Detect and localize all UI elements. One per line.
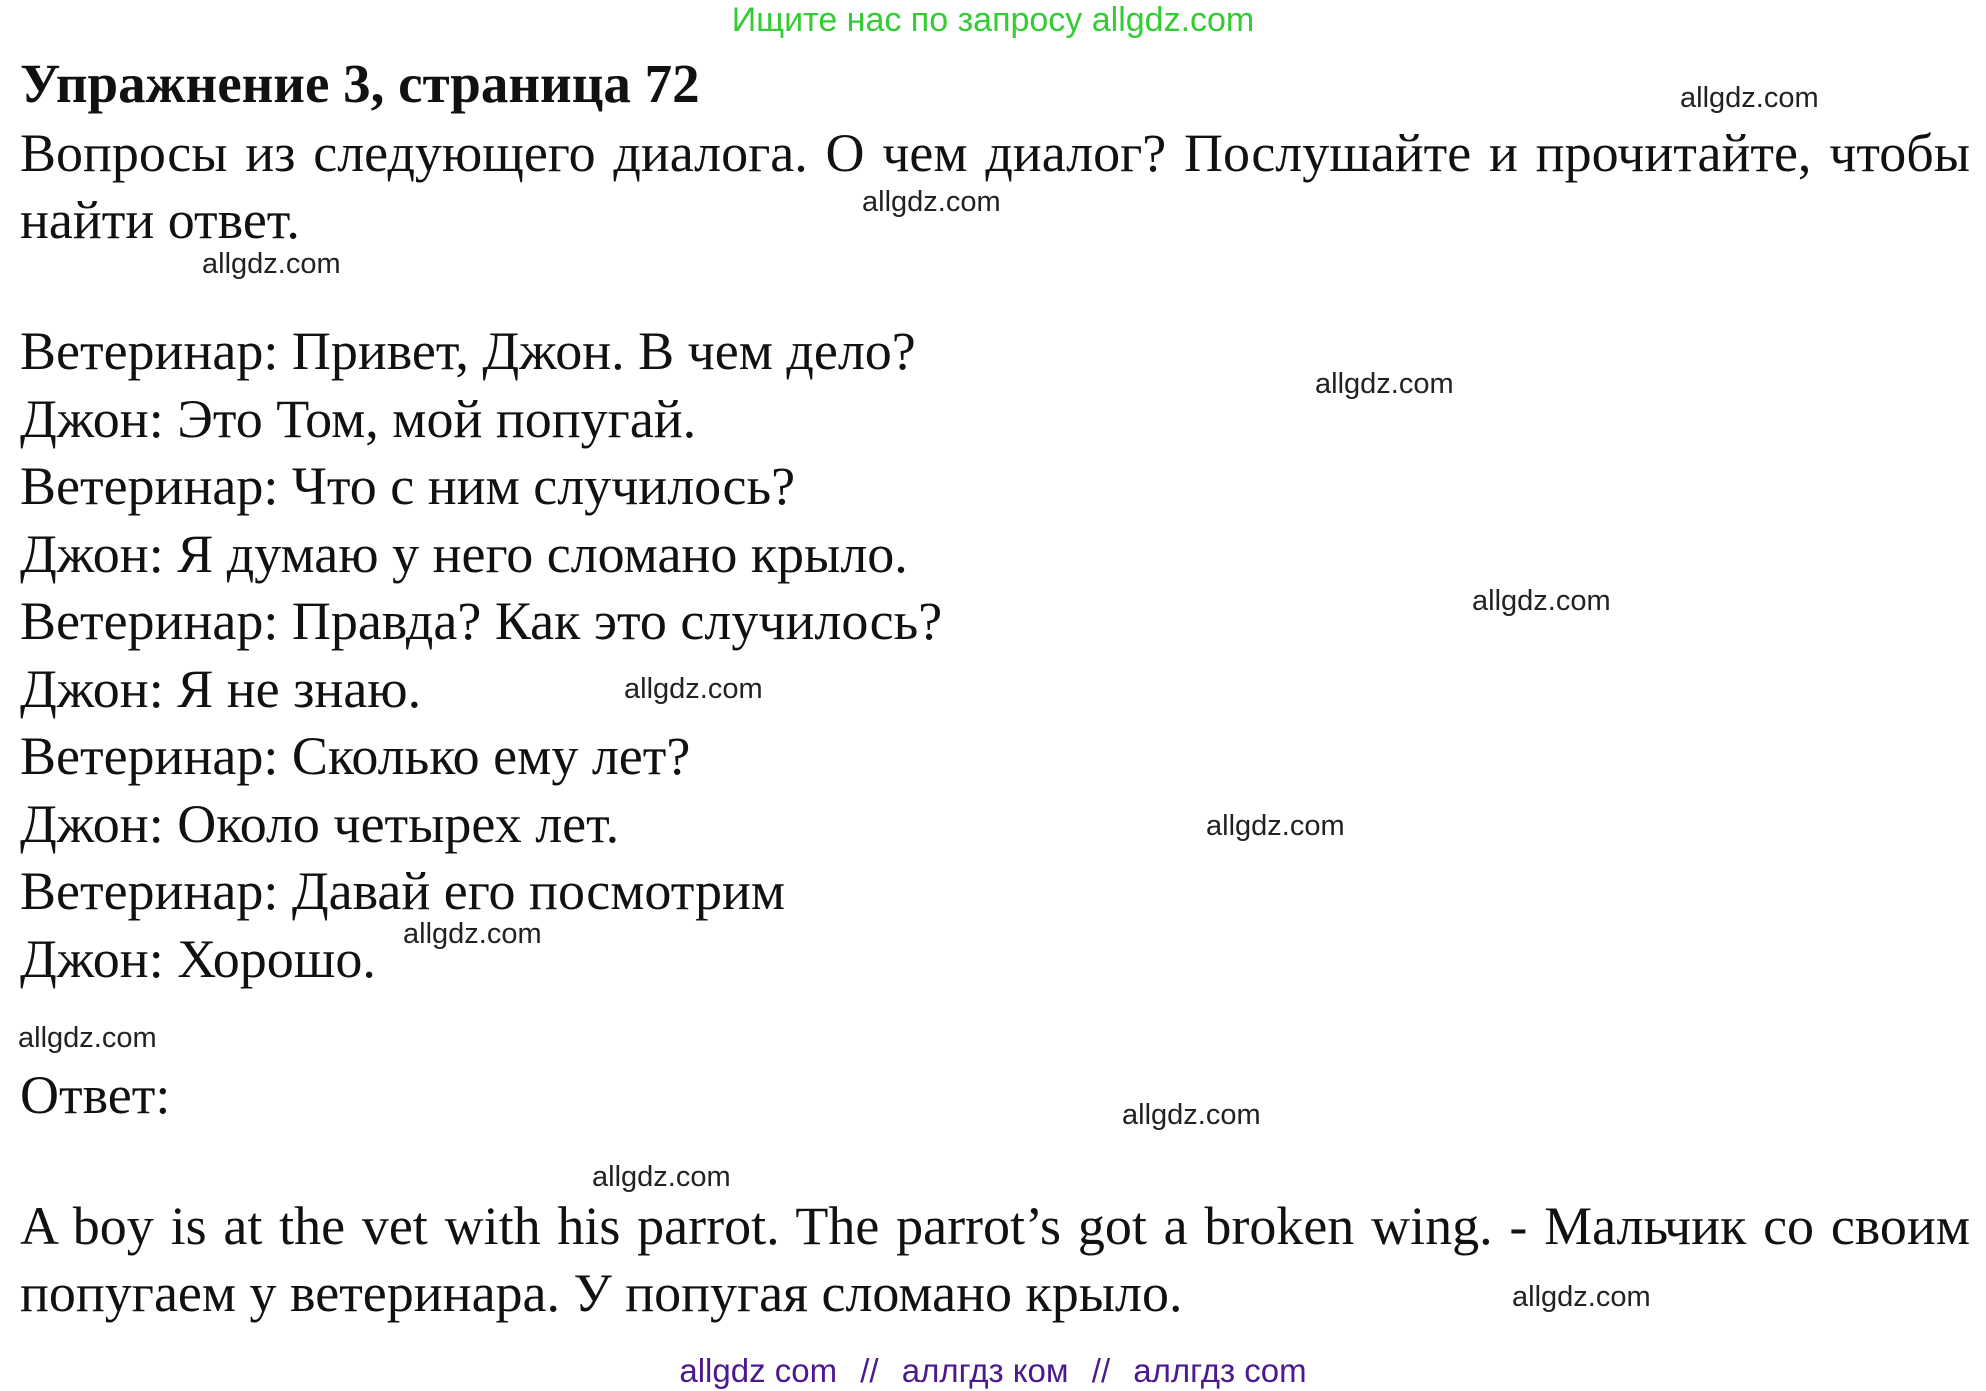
exercise-title: Упражнение 3, страница 72 bbox=[20, 53, 700, 114]
dialog-line: Ветеринар: Что с ним случилось? bbox=[20, 456, 796, 516]
dialog-line: Ветеринар: Давай его посмотрим bbox=[20, 861, 786, 921]
watermark: allgdz.com bbox=[202, 248, 341, 280]
watermark: allgdz.com bbox=[18, 1022, 157, 1054]
watermark: allgdz.com bbox=[1512, 1281, 1651, 1313]
dialog-line: Джон: Я думаю у него сломано крыло. bbox=[20, 523, 908, 584]
watermark: allgdz.com bbox=[1206, 810, 1345, 842]
answer-text: A boy is at the vet with his parrot. The parrot’s got a broken wing. - Мальчик со своим попугаем у ветеринара. У попугая сломано крыло. bbox=[20, 1196, 1970, 1323]
answer-label: Ответ: bbox=[20, 1065, 171, 1125]
dialog-line: Джон: Это Том, мой попугай. bbox=[20, 388, 697, 449]
footer-link[interactable]: аллгдз ком bbox=[901, 1352, 1069, 1389]
watermark: allgdz.com bbox=[1680, 82, 1819, 114]
search-banner-text[interactable]: Ищите нас по запросу allgdz.com bbox=[731, 1, 1255, 39]
watermark: allgdz.com bbox=[592, 1161, 731, 1193]
dialog-line: Ветеринар: Сколько ему лет? bbox=[20, 726, 691, 786]
dialog-line: Джон: Около четырех лет. bbox=[20, 793, 620, 854]
footer-separator: // bbox=[860, 1352, 879, 1389]
watermark: allgdz.com bbox=[403, 918, 542, 950]
exercise-intro: Вопросы из следующего диалога. О чем диалог? Послушайте и прочитайте, чтобы найти ответ. bbox=[20, 123, 1970, 250]
dialog-line: Джон: Хорошо. bbox=[20, 928, 376, 989]
footer-link[interactable]: allgdz com bbox=[679, 1352, 838, 1389]
dialog-line: Ветеринар: Правда? Как это случилось? bbox=[20, 591, 943, 651]
footer-link[interactable]: аллгдз com bbox=[1133, 1352, 1307, 1389]
watermark: allgdz.com bbox=[1122, 1099, 1261, 1131]
dialog-line: Ветеринар: Привет, Джон. В чем дело? bbox=[20, 321, 916, 381]
search-banner[interactable] bbox=[0, 0, 1986, 40]
footer-links bbox=[0, 1352, 1986, 1390]
footer-separator: // bbox=[1091, 1352, 1111, 1389]
watermark: allgdz.com bbox=[624, 673, 763, 705]
dialog-line: Джон: Я не знаю. bbox=[20, 658, 422, 719]
dialog-list bbox=[20, 318, 942, 993]
watermark: allgdz.com bbox=[1315, 368, 1454, 400]
watermark: allgdz.com bbox=[862, 186, 1001, 218]
watermark: allgdz.com bbox=[1472, 585, 1611, 617]
